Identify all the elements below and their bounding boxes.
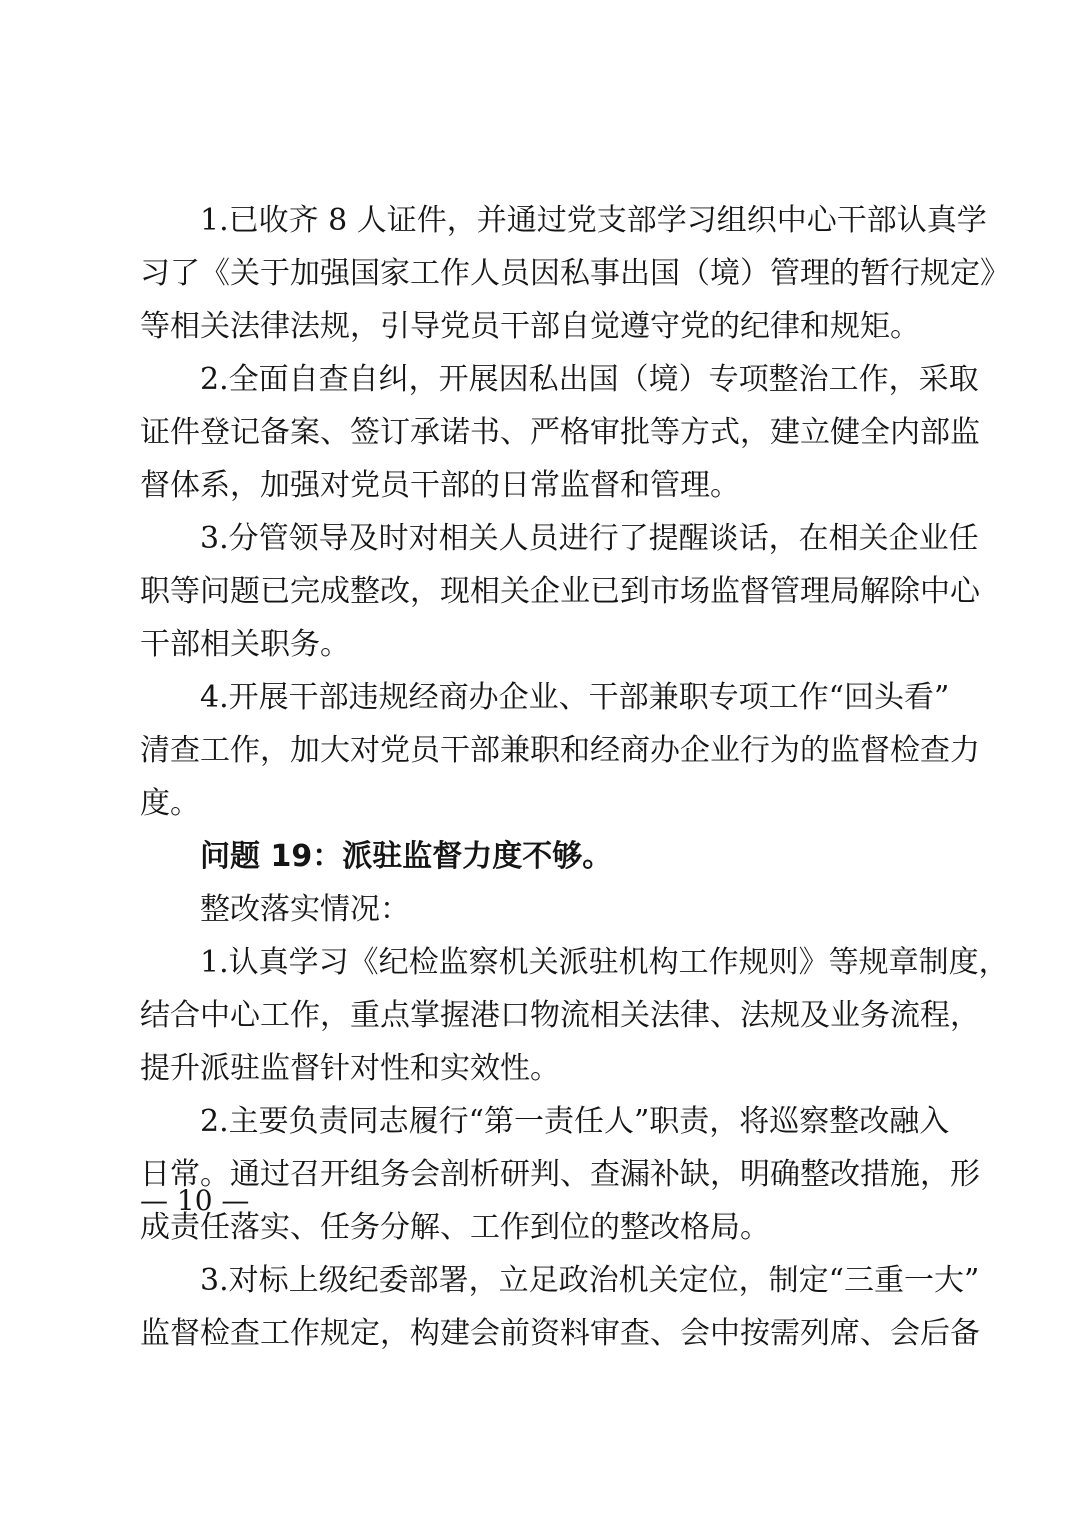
paragraph-5-line-1: 1.认真学习《纪检监察机关派驻机构工作规则》等规章制度，	[200, 945, 1009, 980]
paragraph-3-line-1: 3.分管领导及时对相关人员进行了提醒谈话，在相关企业任	[200, 521, 979, 556]
paragraph-1-line-3: 等相关法律法规，引导党员干部自觉遵守党的纪律和规矩。	[140, 309, 920, 344]
paragraph-4-line-3: 度。	[140, 786, 200, 821]
paragraph-2-line-1: 2.全面自查自纠，开展因私出国（境）专项整治工作，采取	[200, 362, 979, 397]
paragraph-6-line-2: 日常。通过召开组务会剖析研判、查漏补缺，明确整改措施，形	[140, 1157, 980, 1192]
paragraph-1-line-1: 1.已收齐 8 人证件，并通过党支部学习组织中心干部认真学	[200, 203, 987, 238]
paragraph-4-line-2: 清查工作，加大对党员干部兼职和经商办企业行为的监督检查力	[140, 733, 980, 768]
paragraph-2-line-3: 督体系，加强对党员干部的日常监督和管理。	[140, 468, 740, 503]
rectification-label: 整改落实情况：	[200, 892, 410, 927]
paragraph-6-line-1: 2.主要负责同志履行“第一责任人”职责，将巡察整改融入	[200, 1104, 950, 1139]
document-body	[140, 194, 1010, 1360]
paragraph-7-line-2: 监督检查工作规定，构建会前资料审查、会中按需列席、会后备	[140, 1316, 980, 1351]
paragraph-3-line-2: 职等问题已完成整改，现相关企业已到市场监督管理局解除中心	[140, 574, 980, 609]
page-number: — 10 —	[140, 1184, 250, 1217]
paragraph-4-line-1: 4.开展干部违规经商办企业、干部兼职专项工作“回头看”	[200, 680, 950, 715]
paragraph-6-line-3: 成责任落实、任务分解、工作到位的整改格局。	[140, 1210, 770, 1245]
paragraph-7-line-1: 3.对标上级纪委部署，立足政治机关定位，制定“三重一大”	[200, 1263, 980, 1298]
paragraph-5-line-2: 结合中心工作，重点掌握港口物流相关法律、法规及业务流程，	[140, 998, 980, 1033]
paragraph-1-line-2: 习了《关于加强国家工作人员因私事出国（境）管理的暂行规定》	[140, 256, 1010, 291]
paragraph-5-line-3: 提升派驻监督针对性和实效性。	[140, 1051, 560, 1086]
paragraph-2-line-2: 证件登记备案、签订承诺书、严格审批等方式，建立健全内部监	[140, 415, 980, 450]
issue-heading: 问题 19：派驻监督力度不够。	[200, 839, 613, 874]
paragraph-3-line-3: 干部相关职务。	[140, 627, 350, 662]
